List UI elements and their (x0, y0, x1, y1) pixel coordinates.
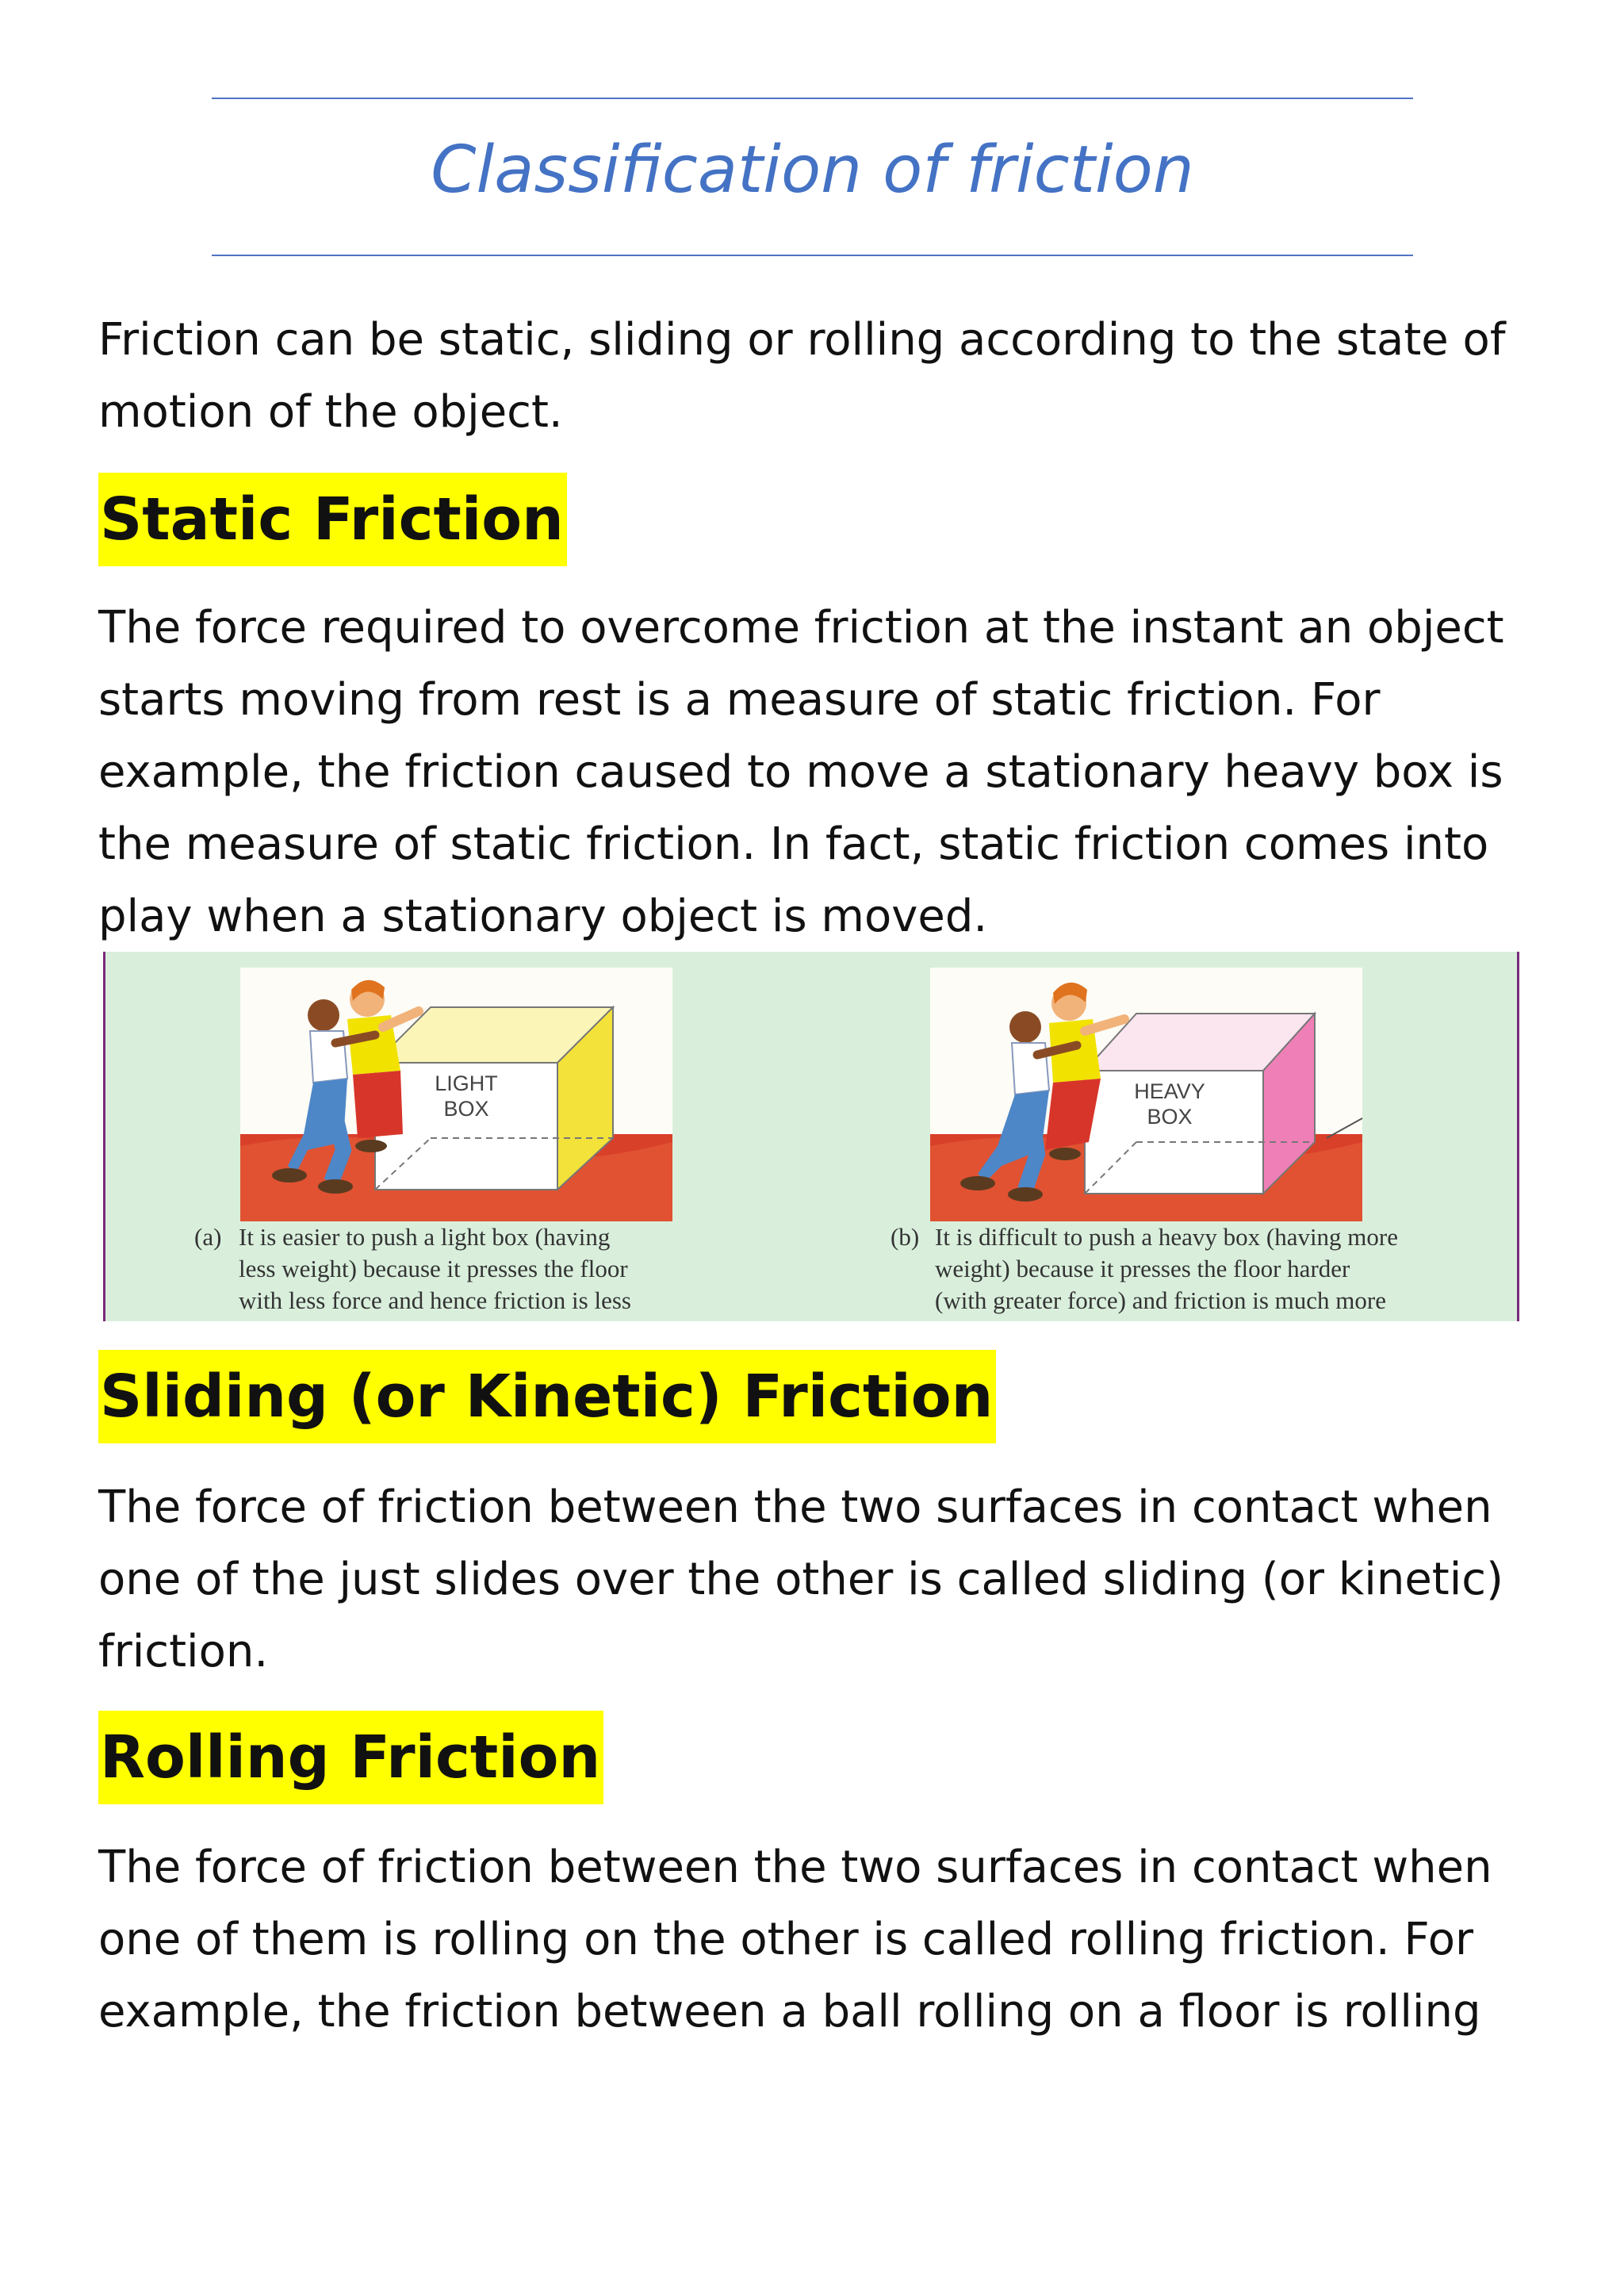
paragraph-line: the measure of static friction. In fact, static friction comes into (98, 818, 1489, 870)
caption-line: It is difficult to push a heavy box (having more (935, 1223, 1399, 1251)
paragraph-line: one of them is rolling on the other is called rolling friction. For (98, 1914, 1473, 1965)
light-box-label: LIGHT (435, 1071, 498, 1095)
paragraph-line: example, the friction caused to move a stationary heavy box is (98, 746, 1503, 798)
caption-line: with less force and hence friction is less (239, 1286, 631, 1314)
static-friction-paragraph (98, 592, 1557, 953)
paragraph-line: The force of friction between the two surfaces in contact when (98, 1481, 1492, 1533)
heading-sliding-friction: Sliding (or Kinetic) Friction (98, 1350, 996, 1443)
light-box-panel (240, 968, 672, 1221)
heavy-box-label: HEAVY (1134, 1079, 1205, 1103)
caption-line: (with greater force) and friction is much more (935, 1286, 1386, 1314)
caption-tag: (a) (194, 1223, 222, 1251)
heading-rolling-friction: Rolling Friction (98, 1711, 603, 1804)
caption-a (194, 1221, 631, 1317)
paragraph-line: friction. (98, 1626, 269, 1677)
paragraph-line: The force required to overcome friction at the instant an object (98, 602, 1504, 654)
caption-b (891, 1221, 1398, 1317)
intro-paragraph (98, 304, 1557, 448)
caption-line: weight) because it presses the floor harder (935, 1255, 1350, 1282)
paragraph-line: play when a stationary object is moved. (98, 891, 988, 942)
box-pushing-figure (103, 952, 1519, 1321)
light-box-label: BOX (443, 1097, 489, 1121)
paragraph-line: one of the just slides over the other is called sliding (or kinetic) (98, 1554, 1503, 1605)
paragraph-line: starts moving from rest is a measure of static friction. For (98, 674, 1381, 726)
rolling-friction-paragraph (98, 1831, 1557, 2048)
paragraph-line: example, the friction between a ball rolling on a floor is rolling (98, 1986, 1481, 2037)
title-rule-bottom (212, 255, 1413, 256)
title-rule-top (212, 98, 1413, 99)
caption-line: less weight) because it presses the floor (239, 1255, 628, 1282)
caption-line: It is easier to push a light box (having (239, 1223, 611, 1251)
caption-tag: (b) (891, 1223, 920, 1251)
page-title: Classification of friction (431, 132, 1194, 208)
intro-line: motion of the object. (98, 386, 563, 438)
paragraph-line: The force of friction between the two surfaces in contact when (98, 1842, 1492, 1893)
heading-static-friction: Static Friction (98, 473, 567, 566)
sliding-friction-paragraph (98, 1471, 1557, 1688)
intro-line: Friction can be static, sliding or rolling according to the state of (98, 314, 1506, 366)
heavy-box-panel (930, 968, 1362, 1221)
heavy-box-label: BOX (1147, 1105, 1193, 1129)
